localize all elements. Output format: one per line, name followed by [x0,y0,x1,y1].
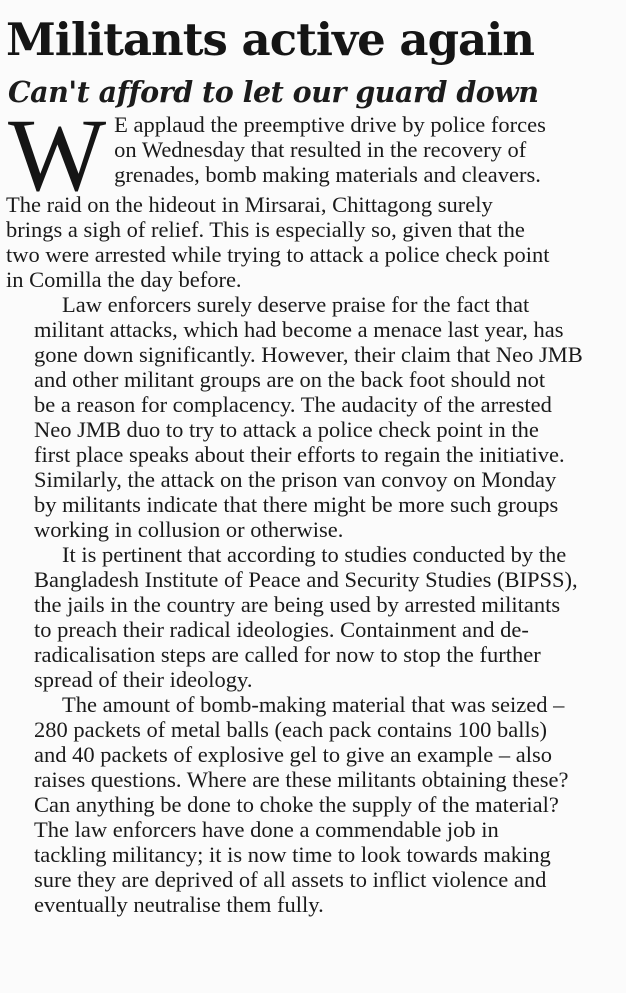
paragraph-line: tackling militancy; it is now time to look towards making [34,842,551,867]
paragraph-line: radicalisation steps are called for now to stop the further [34,642,541,667]
paragraph-1 [6,98,606,292]
paragraph-line: It is pertinent that according to studies conducted by the [62,542,567,567]
paragraph-3 [6,542,606,692]
paragraph-line: Can anything be done to choke the supply of the material? [34,792,559,817]
headline: Militants active again [6,13,535,66]
paragraph-2 [6,292,606,542]
paragraph-line: and other militant groups are on the back foot should not [34,367,546,392]
paragraph-line: on Wednesday that resulted in the recovery of [114,137,527,162]
paragraph-line: in Comilla the day before. [6,267,242,292]
paragraph-line: the jails in the country are being used by arrested militants [34,592,561,617]
paragraph-line: Law enforcers surely deserve praise for the fact that [62,292,530,317]
paragraph-line: eventually neutralise them fully. [34,892,324,917]
paragraph-line: be a reason for complacency. The audacity of the arrested [34,392,552,417]
paragraph-line: brings a sigh of relief. This is especially so, given that the [6,217,525,242]
paragraph-line: Neo JMB duo to try to attack a police check point in the [34,417,539,442]
paragraph-line: The raid on the hideout in Mirsarai, Chittagong surely [6,192,493,217]
paragraph-line: by militants indicate that there might be more such groups [34,492,559,517]
paragraph-line: Similarly, the attack on the prison van convoy on Monday [34,467,557,492]
paragraph-line: raises questions. Where are these militants obtaining these? [34,767,569,792]
paragraph-line: E applaud the preemptive drive by police forces [114,112,546,137]
paragraph-line: gone down significantly. However, their claim that Neo JMB [34,342,583,367]
paragraph-line: first place speaks about their efforts to regain the initiative. [34,442,565,467]
paragraph-line: The law enforcers have done a commendable job in [34,817,499,842]
paragraph-line: spread of their ideology. [34,667,253,692]
paragraph-line: grenades, bomb making materials and cleavers. [114,162,541,187]
paragraph-line: Bangladesh Institute of Peace and Security Studies (BIPSS), [34,567,578,592]
paragraph-line: to preach their radical ideologies. Containment and de- [34,617,529,642]
drop-cap: W [8,98,107,213]
paragraph-line: 280 packets of metal balls (each pack contains 100 balls) [34,717,547,742]
paragraph-line: The amount of bomb-making material that was seized – [62,692,565,717]
paragraph-line: sure they are deprived of all assets to inflict violence and [34,867,547,892]
paragraph-line: militant attacks, which had become a menace last year, has [34,317,564,342]
paragraph-line: and 40 packets of explosive gel to give an example – also [34,742,552,767]
paragraph-line: two were arrested while trying to attack a police check point [6,242,550,267]
article-body [6,98,606,917]
subheadline: Can't afford to let our guard down [8,75,539,109]
paragraph-4 [6,692,606,917]
paragraph-line: working in collusion or otherwise. [34,517,344,542]
